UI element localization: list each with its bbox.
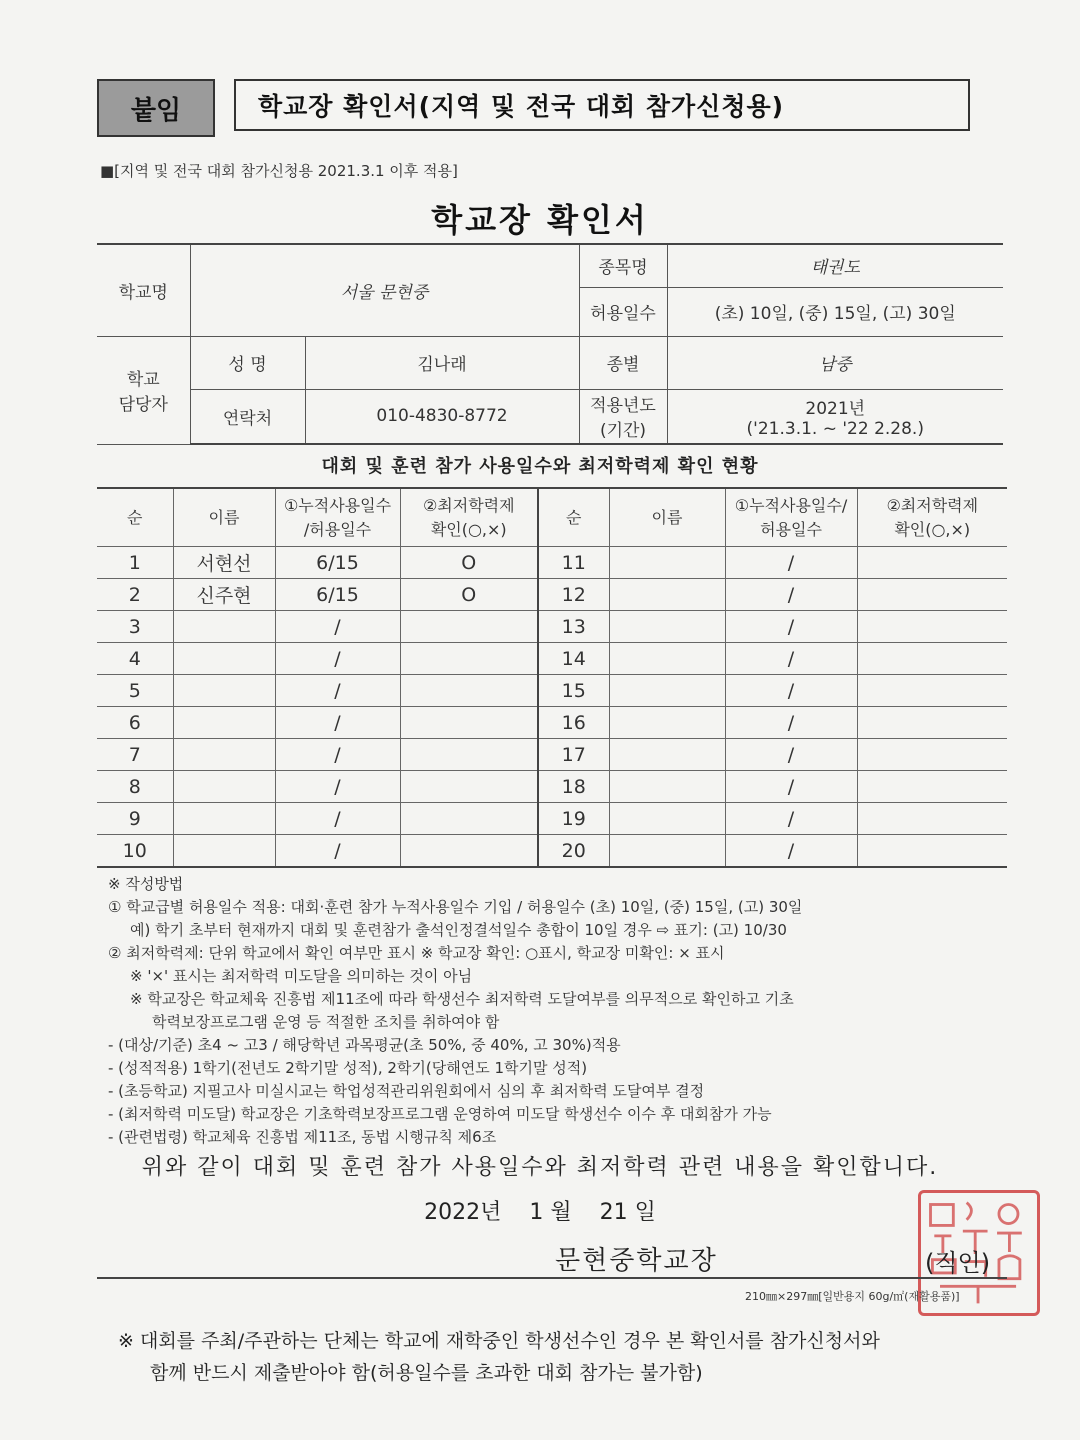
table-row (97, 547, 1007, 579)
col-min-right: ②최저학력제 확인(○,×) (857, 488, 1007, 547)
seal-label: (직인) (925, 1249, 991, 1277)
cell-min-r (857, 547, 1007, 579)
cell-days-r: / (725, 803, 857, 835)
cell-days: / (275, 643, 400, 675)
cell-min (400, 611, 538, 643)
writing-instructions (108, 873, 1008, 1149)
table-row (97, 611, 1007, 643)
cell-min-r (857, 643, 1007, 675)
sport-label: 종목명 (579, 244, 667, 287)
cell-days-r: / (725, 547, 857, 579)
cell-days-r: / (725, 707, 857, 739)
cell-days: 6/15 (275, 547, 400, 579)
usage-section-title: 대회 및 훈련 참가 사용일수와 최저학력제 확인 현황 (321, 456, 759, 477)
detail-5: - (관련법령) 학교체육 진흥법 제11조, 동법 시행규칙 제6조 (108, 1128, 497, 1146)
contact-label: 연락처 (190, 389, 305, 444)
table-row (97, 835, 1007, 868)
cell-days: / (275, 611, 400, 643)
col-days-right: ①누적사용일수/ 허용일수 (725, 488, 857, 547)
col-no-right: 순 (538, 488, 609, 547)
table-row (97, 739, 1007, 771)
detail-1: - (대상/기준) 초4 ~ 고3 / 해당학년 과목평균(초 50%, 중 40%, 고 30%)적용 (108, 1036, 621, 1054)
paper-spec: 210㎜×297㎜[일반용지 60g/㎡(재활용품)] (745, 1290, 960, 1303)
note-2: ② 최저학력제: 단위 학교에서 확인 여부만 표시 ※ 학교장 확인: ○표시, 학교장 미확인: × 표시 (108, 944, 725, 962)
cell-name (173, 675, 275, 707)
cell-name (173, 611, 275, 643)
cell-min (400, 643, 538, 675)
cell-no-r: 13 (538, 611, 609, 643)
divider (97, 1277, 1007, 1279)
category-label: 종별 (579, 336, 667, 389)
cell-no: 10 (97, 835, 173, 868)
col-days: ①누적사용일수 /허용일수 (275, 488, 400, 547)
cell-days: / (275, 707, 400, 739)
name-label: 성 명 (190, 336, 305, 389)
cell-days-r: / (725, 739, 857, 771)
detail-3: - (초등학교) 지필고사 미실시교는 학업성적관리위원회에서 심의 후 최저학력 도달여부 결정 (108, 1082, 705, 1100)
cell-no-r: 12 (538, 579, 609, 611)
cell-min (400, 707, 538, 739)
cell-no: 3 (97, 611, 173, 643)
cell-days: / (275, 803, 400, 835)
cell-min-r (857, 803, 1007, 835)
cell-min: O (400, 579, 538, 611)
cell-name-r (609, 739, 725, 771)
notes-heading: ※ 작성방법 (108, 875, 184, 893)
cell-min-r (857, 707, 1007, 739)
school-value: 서울 문현중 (190, 244, 579, 336)
cell-no: 8 (97, 771, 173, 803)
cell-days-r: / (725, 675, 857, 707)
cell-days-r: / (725, 643, 857, 675)
cell-min-r (857, 739, 1007, 771)
cell-no: 9 (97, 803, 173, 835)
cell-name: 신주현 (173, 579, 275, 611)
usage-table (97, 487, 1007, 868)
cell-days: / (275, 835, 400, 868)
note-2-b1: ※ 학교장은 학교체육 진흥법 제11조에 따라 학생선수 최저학력 도달여부를 의무적으로 확인하고 기초 (130, 990, 794, 1008)
cell-no-r: 20 (538, 835, 609, 868)
cell-min (400, 835, 538, 868)
cell-min (400, 803, 538, 835)
cell-no: 5 (97, 675, 173, 707)
cell-name-r (609, 803, 725, 835)
contact-value: 010-4830-8772 (305, 389, 579, 444)
manager-label: 학교 담당자 (97, 336, 190, 444)
category-value: 남중 (667, 336, 1003, 389)
school-label: 학교명 (97, 244, 190, 336)
year-value: 2021년 ('21.3.1. ~ '22 2.28.) (667, 389, 1003, 444)
cell-no: 7 (97, 739, 173, 771)
allowed-days-label: 허용일수 (579, 287, 667, 336)
cell-name-r (609, 579, 725, 611)
issue-date: 2022년 1 월 21 일 (424, 1200, 656, 1225)
cell-min (400, 675, 538, 707)
cell-no: 6 (97, 707, 173, 739)
applies-note: ■[지역 및 전국 대회 참가신청용 2021.3.1 이후 적용] (100, 162, 458, 180)
cell-min-r (857, 579, 1007, 611)
cell-no: 2 (97, 579, 173, 611)
cell-days: / (275, 771, 400, 803)
cell-name-r (609, 675, 725, 707)
detail-4: - (최저학력 미도달) 학교장은 기초학력보장프로그램 운영하여 미도달 학생선수 이수 후 대회참가 가능 (108, 1105, 772, 1123)
cell-no-r: 14 (538, 643, 609, 675)
cell-no-r: 16 (538, 707, 609, 739)
cell-days-r: / (725, 835, 857, 868)
cell-name-r (609, 611, 725, 643)
info-table (97, 243, 1003, 445)
footer-note: ※ 대회를 주최/주관하는 단체는 학교에 재학중인 학생선수인 경우 본 확인서를 참가신청서와 함께 반드시 제출받아야 함(허용일수를 초과한 대회 참가는 불가함) (118, 1330, 880, 1384)
cell-no: 1 (97, 547, 173, 579)
confirm-statement: 위와 같이 대회 및 훈련 참가 사용일수와 최저학력 관련 내용을 확인합니다. (141, 1155, 939, 1180)
cell-no-r: 18 (538, 771, 609, 803)
document-title: 학교장 확인서 (431, 201, 649, 239)
cell-days: 6/15 (275, 579, 400, 611)
cell-name: 서현선 (173, 547, 275, 579)
cell-name (173, 835, 275, 868)
col-no: 순 (97, 488, 173, 547)
table-row (97, 675, 1007, 707)
cell-name (173, 771, 275, 803)
attachment-badge: 붙임 (97, 79, 215, 137)
principal-name: 문현중학교장 (555, 1246, 718, 1276)
cell-no-r: 19 (538, 803, 609, 835)
col-min: ②최저학력제 확인(○,×) (400, 488, 538, 547)
cell-days: / (275, 739, 400, 771)
table-row (97, 803, 1007, 835)
cell-name (173, 739, 275, 771)
cell-min-r (857, 611, 1007, 643)
cell-name (173, 707, 275, 739)
cell-min-r (857, 835, 1007, 868)
table-row (97, 643, 1007, 675)
cell-name (173, 803, 275, 835)
header-title: 학교장 확인서(지역 및 전국 대회 참가신청용) (234, 79, 970, 131)
cell-name-r (609, 771, 725, 803)
cell-no: 4 (97, 643, 173, 675)
cell-min: O (400, 547, 538, 579)
table-row (97, 579, 1007, 611)
allowed-days-value: (초) 10일, (중) 15일, (고) 30일 (667, 287, 1003, 336)
cell-no-r: 11 (538, 547, 609, 579)
cell-min (400, 739, 538, 771)
cell-name-r (609, 707, 725, 739)
note-2-b2: 학력보장프로그램 운영 등 적절한 조치를 취하여야 함 (152, 1013, 500, 1031)
detail-2: - (성적적용) 1학기(전년도 2학기말 성적), 2학기(당해연도 1학기말 성적) (108, 1059, 588, 1077)
cell-min-r (857, 771, 1007, 803)
note-2-a: ※ '×' 표시는 최저학력 미도달을 의미하는 것이 아님 (130, 967, 473, 985)
note-1: ① 학교급별 허용일수 적용: 대회·훈련 참가 누적사용일수 기입 / 허용일수 (초) 10일, (중) 15일, (고) 30일 (108, 898, 803, 916)
year-label: 적용년도 (기간) (579, 389, 667, 444)
table-row (97, 707, 1007, 739)
cell-min (400, 771, 538, 803)
name-value: 김나래 (305, 336, 579, 389)
cell-days: / (275, 675, 400, 707)
cell-name-r (609, 547, 725, 579)
cell-no-r: 17 (538, 739, 609, 771)
table-row (97, 771, 1007, 803)
cell-days-r: / (725, 579, 857, 611)
sport-value: 태권도 (667, 244, 1003, 287)
cell-no-r: 15 (538, 675, 609, 707)
col-name-right: 이름 (609, 488, 725, 547)
cell-days-r: / (725, 611, 857, 643)
cell-min-r (857, 675, 1007, 707)
cell-name (173, 643, 275, 675)
cell-name-r (609, 835, 725, 868)
note-1-example: 예) 학기 초부터 현재까지 대회 및 훈련참가 출석인정결석일수 총합이 10일 경우 ⇨ 표기: (고) 10/30 (130, 921, 787, 939)
col-name: 이름 (173, 488, 275, 547)
cell-name-r (609, 643, 725, 675)
cell-days-r: / (725, 771, 857, 803)
